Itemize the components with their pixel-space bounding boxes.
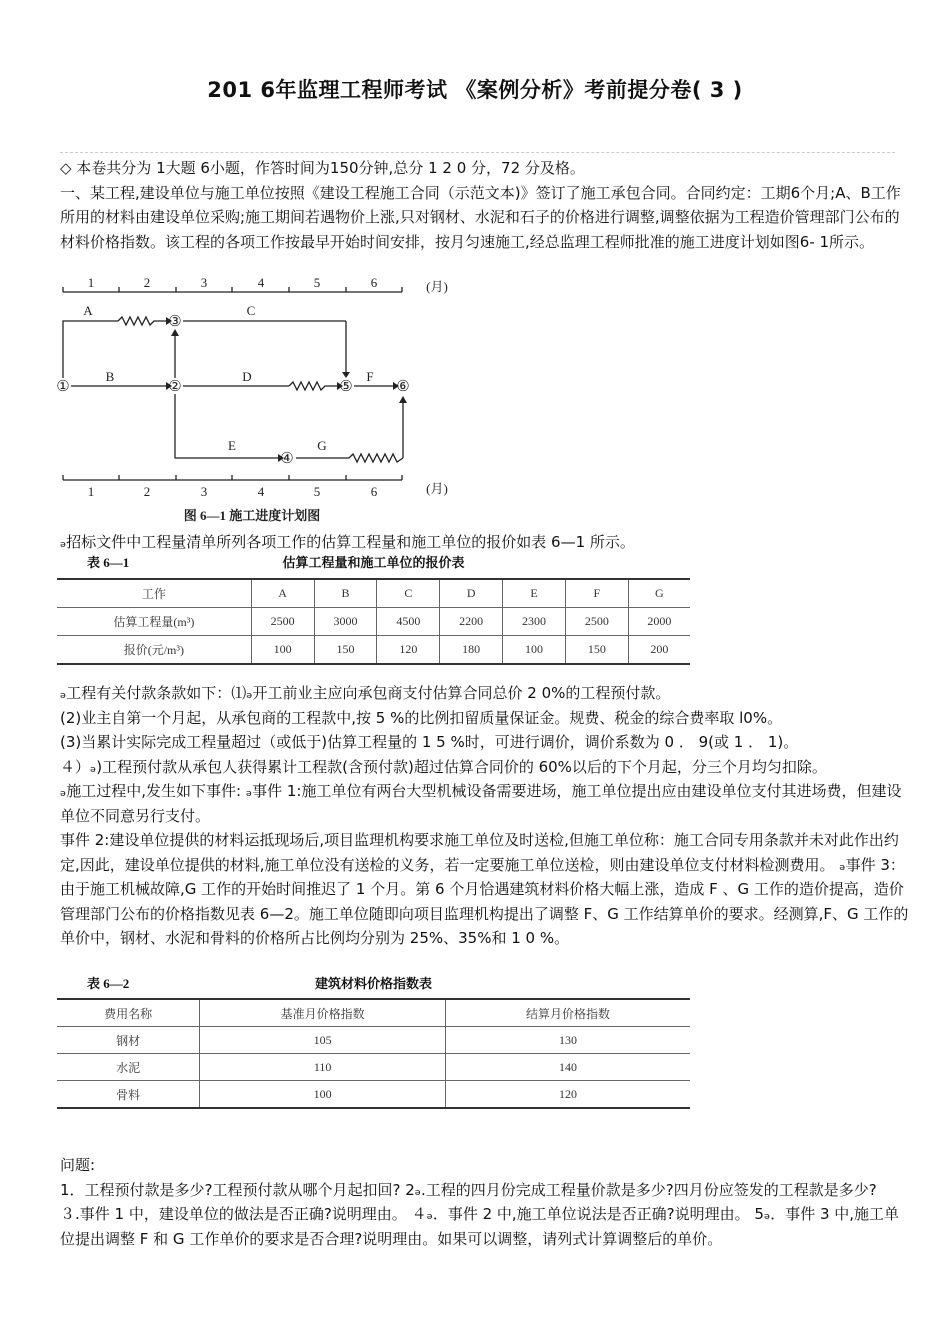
month-label: 2: [143, 484, 151, 499]
table-cell: 钢材: [57, 1027, 200, 1054]
node-2: ②: [168, 379, 182, 395]
month-label: 6: [370, 275, 378, 290]
table-cell: 100: [200, 1081, 446, 1109]
table-row: [57, 1027, 690, 1054]
intro-text: ◇ 本卷共分为 1大题 6小题，作答时间为150分钟,总分 1 2 0 分，72 分及格。: [60, 159, 585, 177]
table-label: 表 6—2: [87, 976, 130, 991]
table-cell: 报价(元/m³): [57, 636, 251, 665]
table-cell: 130: [446, 1027, 690, 1054]
divider: [60, 152, 895, 153]
table-title: 建筑材料价格指数表: [314, 976, 432, 991]
table-cell: 100: [503, 636, 566, 665]
quote-table: [57, 578, 690, 665]
node-1: ①: [56, 379, 70, 395]
node-5: ⑤: [339, 379, 353, 395]
activity-d: D: [242, 369, 252, 384]
node-6: ⑥: [396, 379, 410, 395]
table-cell: 140: [446, 1054, 690, 1081]
activity-c: C: [246, 303, 256, 318]
table-cell: 4500: [377, 608, 440, 636]
diagram-caption: 图 6—1 施工进度计划图: [183, 508, 321, 523]
month-label: 5: [313, 275, 321, 290]
table-cell: 2500: [565, 608, 628, 636]
table-cell: E: [503, 579, 566, 608]
event-1: ₔ施工过程中,发生如下事件: ₔ事件 1:施工单位有两台大型机械设备需要进场，施工单位提出应由建设单位支付其进场费，但建设单位不同意另行支付。: [60, 782, 902, 825]
month-label: 6: [370, 484, 378, 499]
month-label: 5: [313, 484, 321, 499]
table-row: [57, 1081, 690, 1109]
table-cell: 3000: [314, 608, 377, 636]
question: ３.事件 1 中，建设单位的做法是否正确?说明理由。 ４ₔ．事件 2 中,施工单位说法是否正确?说明理由。 5ₔ．事件 3 中,施工单位提出调整 F 和 G 工作单价的要求是否合理?说明理由。如果可以调整，请列式计算调整后的单价。: [60, 1205, 900, 1248]
month-label: 3: [200, 484, 208, 499]
table-row: [57, 1054, 690, 1081]
table-cell: 110: [200, 1054, 446, 1081]
event-2-3: 事件 2:建设单位提供的材料运抵现场后,项目监理机构要求施工单位及时送检,但施工单位称：施工合同专用条款并未对此作出约定,因此，建设单位提供的材料,施工单位没有送检的义务，若一定要施工单位送检，则由建设单位支付材料检测费用。 ₔ事件 3：由于施工机械故障,G 工作的开始时间推迟了 1 个月。第 6 个月恰遇建筑材料价格大幅上涨，造成 F 、G 工作的造价提高，造价管理部门公布的价格指数见表 6—2。施工单位随即向项目监理机构提出了调整 F、G 工作结算单价的要求。经测算,F、G 工作的单价中，钢材、水泥和骨料的价格所占比例均分别为 25%、35%和 1 0 %。: [60, 831, 909, 947]
questions-heading: 问题:: [60, 1156, 96, 1174]
table-cell: 工作: [57, 579, 251, 608]
node-4: ④: [280, 451, 294, 467]
clause: (2)业主自第一个月起，从承包商的工程款中,按 5 %的比例扣留质量保证金。规费、税金的综合费率取 l0%。: [60, 708, 783, 727]
price-index-table: [57, 998, 690, 1109]
table-cell: 150: [565, 636, 628, 665]
table-cell: B: [314, 579, 377, 608]
table-cell: A: [251, 579, 314, 608]
table-cell: 费用名称: [57, 999, 200, 1027]
month-label: 2: [143, 275, 151, 290]
table-row: [57, 999, 690, 1027]
questions: [60, 1153, 910, 1251]
table-cell: 120: [446, 1081, 690, 1109]
clause: ４）ₔ)工程预付款从承包人获得累计工程款(含预付款)超过估算合同价的 60%以后的下个月起，分三个月均匀扣除。: [60, 757, 827, 776]
activity-g: G: [317, 438, 327, 453]
month-label: 3: [200, 275, 208, 290]
clause: (3)当累计实际完成工程量超过（或低于)估算工程量的 1 5 %时，可进行调价，调价系数为 0 ． 9(或 1 ． 1)。: [60, 733, 799, 751]
clauses-text: [60, 681, 910, 951]
node-3: ③: [168, 314, 182, 330]
month-label: 1: [87, 484, 95, 499]
activity-f: F: [366, 369, 374, 384]
activity-a: A: [83, 303, 93, 318]
table-cell: 200: [628, 636, 690, 665]
table-cell: 结算月价格指数: [446, 999, 690, 1027]
clause: ₔ工程有关付款条款如下：⑴ₔ开工前业主应向承包商支付估算合同总价 2 0%的工程预付款。: [60, 684, 671, 702]
table-cell: C: [377, 579, 440, 608]
table-row: [57, 608, 690, 636]
table-row: [57, 636, 690, 665]
table-cell: 估算工程量(m³): [57, 608, 251, 636]
table-6-1: [57, 552, 690, 665]
table-cell: D: [440, 579, 503, 608]
table-row: [57, 579, 690, 608]
table-cell: 骨料: [57, 1081, 200, 1109]
table-cell: 120: [377, 636, 440, 665]
table-cell: 180: [440, 636, 503, 665]
unit-label: (月): [426, 481, 448, 496]
table-cell: 100: [251, 636, 314, 665]
table-cell: 105: [200, 1027, 446, 1054]
table-cell: G: [628, 579, 690, 608]
table-cell: 2300: [503, 608, 566, 636]
paragraph-2: ₔ招标文件中工程量清单所列各项工作的估算工程量和施工单位的报价如表 6—1 所示。: [60, 533, 635, 551]
month-label: 4: [257, 275, 265, 290]
table-label: 表 6—1: [87, 555, 130, 570]
paragraph-1: 一、某工程,建设单位与施工单位按照《建设工程施工合同（示范文本)》签订了施工承包合同。合同约定：工期6个月;A、B工作所用的材料由建设单位采购;施工期间若遇物价上涨,只对钢材、水泥和石子的价格进行调整,调整依据为工程造价管理部门公布的材料价格指数。该工程的各项工作按最早开始时间安排，按月匀速施工,经总监理工程师批准的施工进度计划如图6- 1所示。: [60, 183, 901, 251]
table-title: 估算工程量和施工单位的报价表: [282, 555, 465, 570]
table-cell: 2200: [440, 608, 503, 636]
table-cell: 2500: [251, 608, 314, 636]
activity-b: B: [105, 369, 115, 384]
activity-e: E: [228, 438, 236, 453]
month-label: 4: [257, 484, 265, 499]
page-title: 201 6年监理工程师考试 《案例分析》考前提分卷( 3 ): [207, 78, 743, 102]
question: 1．工程预付款是多少?工程预付款从哪个月起扣回? 2ₔ.工程的四月份完成工程量价款是多少?四月份应签发的工程款是多少?: [60, 1180, 877, 1199]
schedule-diagram: [55, 275, 450, 530]
unit-label: (月): [426, 279, 448, 294]
table-cell: 2000: [628, 608, 690, 636]
month-label: 1: [87, 275, 95, 290]
table-cell: 基准月价格指数: [200, 999, 446, 1027]
table-cell: F: [565, 579, 628, 608]
table-cell: 水泥: [57, 1054, 200, 1081]
body-text-1: [60, 156, 910, 254]
table-cell: 150: [314, 636, 377, 665]
table-6-2: [57, 973, 690, 1109]
